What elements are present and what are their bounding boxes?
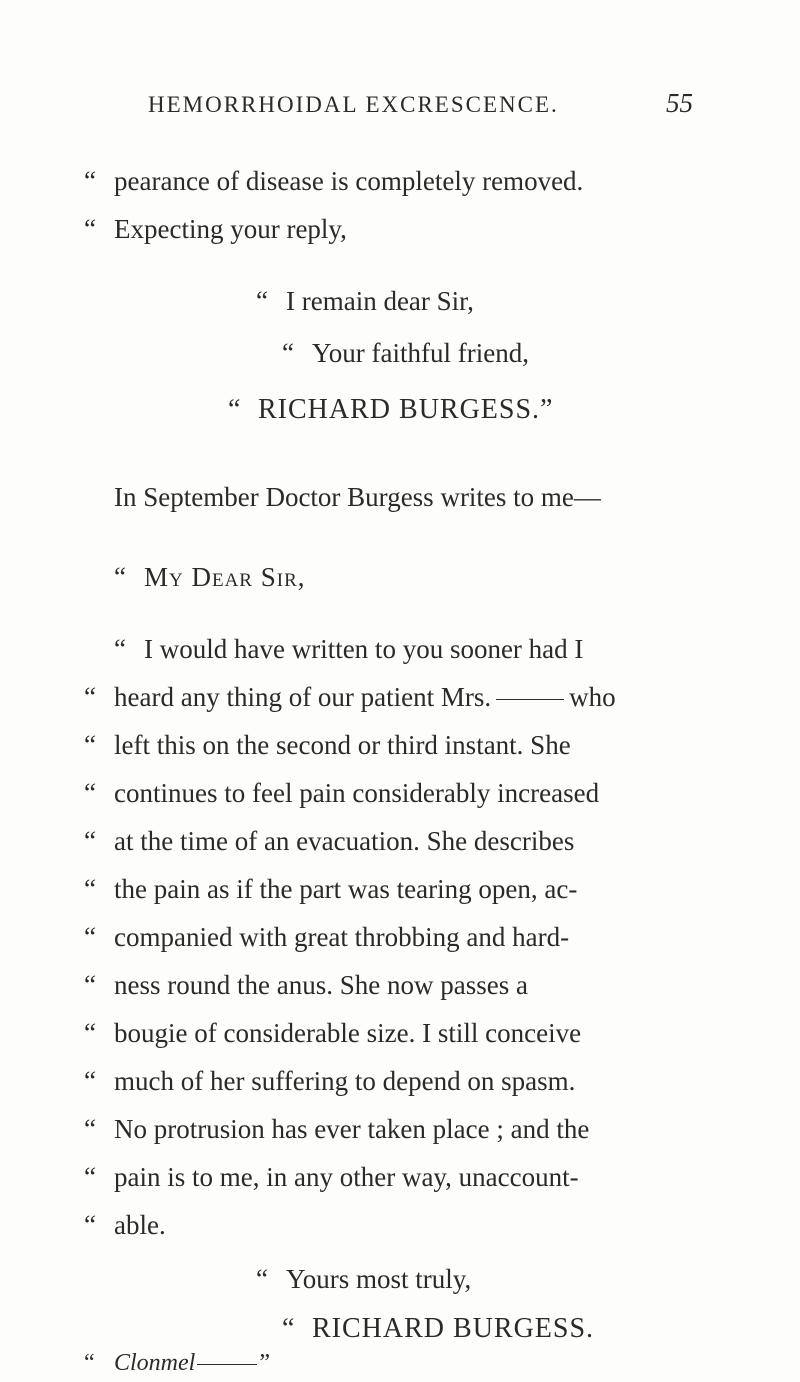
letter1-line1: pearance of disease is completely removed. — [114, 166, 584, 196]
letter2-body-line: at the time of an evacuation. She describes — [114, 826, 575, 856]
running-head — [148, 88, 693, 132]
letter2-body-line: pain is to me, in any other way, unaccount- — [114, 1162, 579, 1192]
quote-mark: “ — [84, 1018, 96, 1048]
narrative-line: In September Doctor Burgess writes to me— — [114, 482, 601, 512]
letter2-signature: RICHARD BURGESS. — [312, 1313, 595, 1344]
letter1-signature: RICHARD BURGESS.” — [258, 394, 554, 425]
quote-mark: “ — [256, 286, 268, 316]
text-line — [84, 1112, 589, 1146]
quote-mark: “ — [84, 214, 96, 244]
text-line — [84, 1160, 579, 1194]
letter2-place-close: ” — [259, 1350, 270, 1376]
text-line — [84, 968, 528, 1002]
quote-mark: “ — [84, 826, 96, 856]
letter2-place: Clonmel — [114, 1350, 196, 1376]
text-line — [84, 164, 583, 198]
letter2-body-line2-pre: heard any thing of our patient Mrs. — [114, 682, 492, 712]
letter2-body-line: left this on the second or third instant. She — [114, 730, 571, 760]
text-line — [84, 824, 574, 858]
quote-mark: “ — [84, 874, 96, 904]
quote-mark: “ — [114, 634, 126, 664]
quote-mark: “ — [84, 922, 96, 952]
text-line — [114, 560, 306, 594]
letter2-body-line: ness round the anus. She now passes a — [114, 970, 528, 1000]
quote-mark: “ — [84, 166, 96, 196]
letter2-body-line: much of her suffering to depend on spasm. — [114, 1066, 576, 1096]
letter1-closing1: I remain dear Sir, — [286, 286, 474, 316]
running-title: HEMORRHOIDAL EXCRESCENCE. — [148, 92, 559, 117]
text-line — [84, 872, 577, 906]
quote-mark: “ — [84, 1066, 96, 1096]
quote-mark: “ — [84, 970, 96, 1000]
letter1-line2: Expecting your reply, — [114, 214, 347, 244]
text-line — [84, 920, 569, 954]
letter2-salutation: My Dear Sir, — [144, 562, 306, 592]
letter2-body-line2-post: who — [569, 682, 616, 712]
quote-mark: “ — [84, 682, 96, 712]
text-line — [114, 632, 583, 666]
text-line — [84, 776, 599, 810]
name-omission-dash — [496, 699, 564, 700]
text-line — [84, 1064, 575, 1098]
letter1-closing2: Your faithful friend, — [312, 338, 529, 368]
letter2-body-line: companied with great throbbing and hard- — [114, 922, 570, 952]
quote-mark: “ — [282, 1313, 296, 1344]
place-dash — [197, 1364, 257, 1365]
text-line — [256, 1262, 471, 1296]
quote-mark: “ — [84, 1350, 95, 1376]
text-line — [282, 336, 529, 370]
letter2-body-line: able. — [114, 1210, 166, 1240]
letter2-closing1: Yours most truly, — [286, 1264, 472, 1294]
quote-mark: “ — [84, 1210, 96, 1240]
text-line — [84, 728, 571, 762]
text-line — [84, 1016, 581, 1050]
quote-mark: “ — [84, 778, 96, 808]
text-line — [84, 212, 347, 246]
text-line — [228, 393, 553, 427]
quote-mark: “ — [84, 730, 96, 760]
text-line — [84, 1346, 270, 1380]
letter2-body-line1: I would have written to you sooner had I — [144, 634, 584, 664]
quote-mark: “ — [114, 562, 126, 592]
quote-mark: “ — [84, 1162, 96, 1192]
letter2-body-line: the pain as if the part was tearing open, ac- — [114, 874, 578, 904]
page-number: 55 — [666, 88, 693, 118]
text-line — [256, 284, 474, 318]
letter2-body-line: bougie of considerable size. I still conceive — [114, 1018, 582, 1048]
quote-mark: “ — [282, 338, 294, 368]
quote-mark: “ — [84, 1114, 96, 1144]
quote-mark: “ — [228, 394, 242, 425]
quote-mark: “ — [256, 1264, 268, 1294]
letter2-body-line: No protrusion has ever taken place ; and the — [114, 1114, 590, 1144]
text-line — [84, 680, 616, 714]
letter2-body-line: continues to feel pain considerably increased — [114, 778, 600, 808]
text-line — [282, 1312, 594, 1346]
text-line — [84, 1208, 166, 1242]
